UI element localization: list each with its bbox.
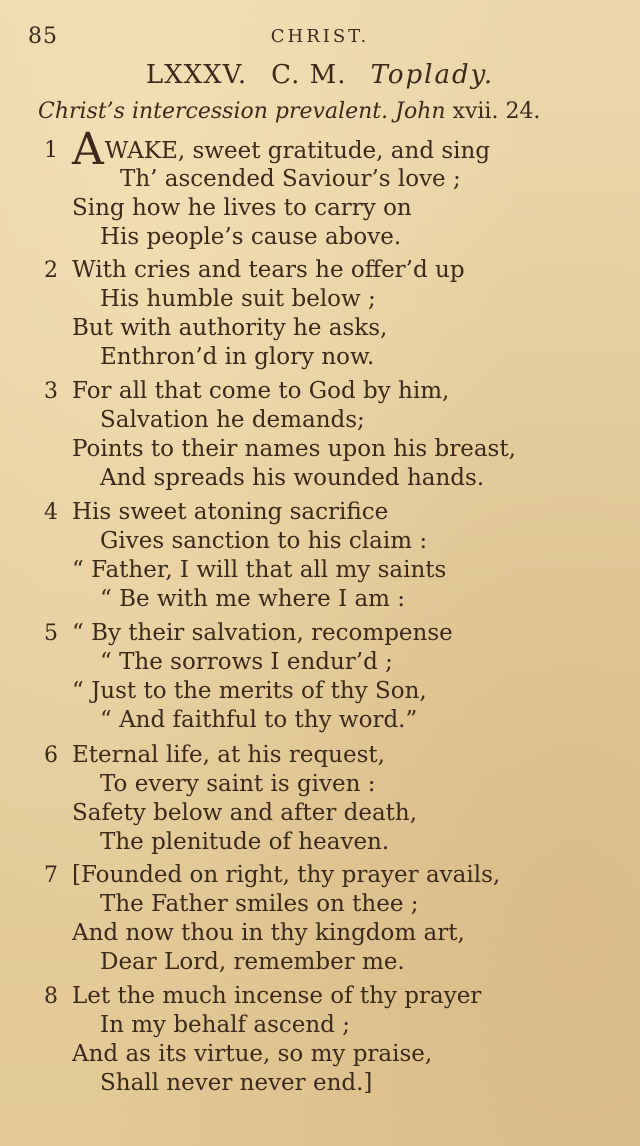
subtitle-text: Christ’s intercession prevalent.: [38, 99, 389, 124]
page-header: [0, 24, 640, 54]
verse-line: The plenitude of heaven.: [100, 829, 390, 855]
stanza-number: 5: [44, 621, 58, 646]
running-head: CHRIST.: [270, 26, 370, 47]
verse-line: [Founded on right, thy prayer avails,: [72, 862, 501, 888]
verse-line: Sing how he lives to carry on: [72, 195, 412, 221]
verse-line: And now thou in thy kingdom art,: [72, 920, 465, 946]
verse-line: Dear Lord, remember me.: [100, 949, 405, 975]
verse-line: And as its virtue, so my praise,: [72, 1041, 433, 1067]
verse-line: Th’ ascended Saviour’s love ;: [120, 166, 461, 192]
hymn-author: Toplady.: [370, 60, 495, 90]
verse-line: Gives sanction to his claim :: [100, 528, 428, 554]
verse-line: Safety below and after death,: [72, 800, 418, 826]
page-number: 85: [28, 24, 58, 49]
hymn-meter: C. M.: [271, 60, 347, 90]
verse-line: His sweet atoning sacrifice: [72, 499, 389, 525]
stanza-number: 8: [44, 984, 58, 1009]
stanza-number: 4: [44, 500, 58, 525]
scripture-book: John: [395, 99, 446, 124]
verse-line: His humble suit below ;: [100, 286, 376, 312]
stanza-number: 7: [44, 863, 58, 888]
verse-line: Shall never never end.]: [100, 1070, 373, 1096]
verse-line: With cries and tears he offer’d up: [72, 257, 465, 283]
verse-line: But with authority he asks,: [72, 315, 388, 341]
verse-line: Eternal life, at his request,: [72, 742, 385, 768]
verse-line: Let the much incense of thy prayer: [72, 983, 482, 1009]
verse-line: In my behalf ascend ;: [100, 1012, 350, 1038]
verse-line: [72, 124, 491, 175]
hymn-heading: [0, 60, 640, 90]
verse-line: “ And faithful to thy word.”: [100, 707, 418, 733]
verse-line-text: WAKE, sweet gratitude, and sing: [104, 138, 491, 164]
hymn-number: LXXXV.: [145, 60, 248, 90]
verse-line: Enthron’d in glory now.: [100, 344, 375, 370]
verse-line: “ Father, I will that all my saints: [72, 557, 447, 583]
stanza-number: 1: [44, 138, 58, 163]
stanza-number: 6: [44, 743, 58, 768]
verse-line: “ The sorrows I endur’d ;: [100, 649, 393, 675]
verse-line: Salvation he demands;: [100, 407, 365, 433]
hymn-subtitle: [38, 99, 618, 124]
verse-line: “ By their salvation, recompense: [72, 620, 453, 646]
scripture-reference: xvii. 24.: [452, 99, 541, 124]
drop-cap: A: [72, 124, 104, 175]
verse-line: Points to their names upon his breast,: [72, 436, 516, 462]
verse-line: “ Be with me where I am :: [100, 586, 406, 612]
verse-line: And spreads his wounded hands.: [100, 465, 485, 491]
stanza-number: 3: [44, 379, 58, 404]
stanza-number: 2: [44, 258, 58, 283]
verse-line: His people’s cause above.: [100, 224, 402, 250]
verse-line: For all that come to God by him,: [72, 378, 450, 404]
verse-line: To every saint is given :: [100, 771, 376, 797]
verse-line: The Father smiles on thee ;: [100, 891, 419, 917]
verse-line: “ Just to the merits of thy Son,: [72, 678, 427, 704]
